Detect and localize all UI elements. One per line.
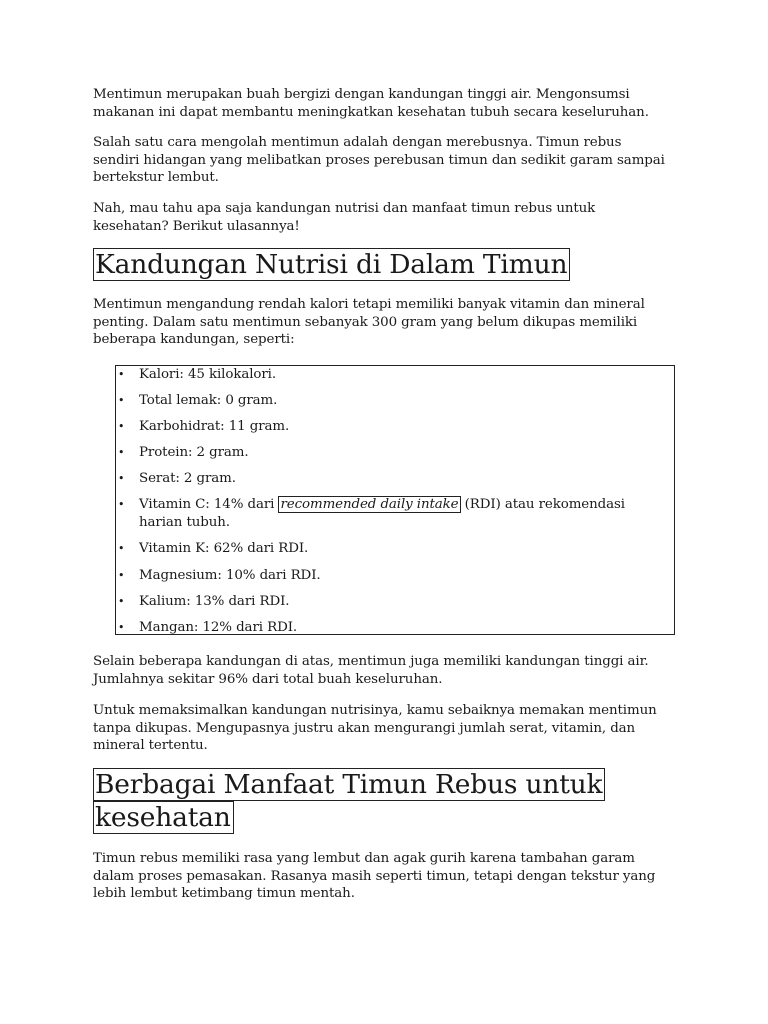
bullet-icon: • xyxy=(118,394,125,407)
nutrient-vitamin-k: Vitamin K: 62% dari RDI. xyxy=(139,541,309,556)
list-item xyxy=(118,619,649,637)
nutrient-list-box xyxy=(115,365,675,635)
paragraph-manfaat-intro: Timun rebus memiliki rasa yang lembut dan agak gurih karena tambahan garam dalam proses pemasakan. Rasanya masih seperti timun, tetapi dengan tekstur yang lebih lembut ketimbang timun mentah. xyxy=(93,851,656,902)
nutrient-kalori: Kalori: 45 kilokalori. xyxy=(139,367,277,382)
rdi-term: recommended daily intake xyxy=(280,497,459,512)
paragraph-intro-2: Salah satu cara mengolah mentimun adalah dengan merebusnya. Timun rebus sendiri hidangan yang melibatkan proses perebusan timun dan sedikit garam sampai bertekstur lembut. xyxy=(93,135,665,186)
nutrient-lemak: Total lemak: 0 gram. xyxy=(139,393,278,408)
nutrient-serat: Serat: 2 gram. xyxy=(139,471,236,486)
bullet-icon: • xyxy=(118,498,125,511)
heading-manfaat xyxy=(93,768,653,834)
paragraph-nutrisi-intro: Mentimun mengandung rendah kalori tetapi memiliki banyak vitamin dan mineral penting. Dalam satu mentimun sebanyak 300 gram yang belum dikupas memiliki beberapa kandungan, seperti: xyxy=(93,297,645,348)
paragraph-after-list-1: Selain beberapa kandungan di atas, mentimun juga memiliki kandungan tinggi air. Jumlahnya sekitar 96% dari total buah keseluruhan. xyxy=(93,654,649,687)
nutrient-vitamin-c-suffix: (RDI) atau rekomendasi harian tubuh. xyxy=(139,497,625,530)
nutrient-mangan: Mangan: 12% dari RDI. xyxy=(139,620,298,635)
bullet-icon: • xyxy=(118,472,125,485)
paragraph-intro-3: Nah, mau tahu apa saja kandungan nutrisi dan manfaat timun rebus untuk kesehatan? Berikut ulasannya! xyxy=(93,201,596,234)
bullet-icon: • xyxy=(118,542,125,555)
list-item xyxy=(118,567,649,585)
paragraph-intro-1: Mentimun merupakan buah bergizi dengan kandungan tinggi air. Mengonsumsi makanan ini dapat membantu meningkatkan kesehatan tubuh secara keseluruhan. xyxy=(93,87,649,120)
nutrient-vitamin-c-prefix: Vitamin C: 14% dari xyxy=(139,497,279,512)
heading-manfaat-text: Berbagai Manfaat Timun Rebus untuk kesehatan xyxy=(93,768,605,834)
nutrient-karbohidrat: Karbohidrat: 11 gram. xyxy=(139,419,290,434)
list-item xyxy=(118,496,659,531)
list-item xyxy=(118,366,649,384)
list-item xyxy=(118,470,649,488)
list-item xyxy=(118,418,649,436)
nutrient-magnesium: Magnesium: 10% dari RDI. xyxy=(139,568,321,583)
list-item xyxy=(118,392,649,410)
bullet-icon: • xyxy=(118,595,125,608)
list-item xyxy=(118,540,649,558)
list-item xyxy=(118,444,649,462)
nutrient-protein: Protein: 2 gram. xyxy=(139,445,249,460)
bullet-icon: • xyxy=(118,446,125,459)
bullet-icon: • xyxy=(118,621,125,634)
heading-nutrisi-text: Kandungan Nutrisi di Dalam Timun xyxy=(93,248,570,281)
bullet-icon: • xyxy=(118,569,125,582)
heading-nutrisi xyxy=(93,248,693,281)
nutrient-kalium: Kalium: 13% dari RDI. xyxy=(139,594,290,609)
paragraph-after-list-2: Untuk memaksimalkan kandungan nutrisinya, kamu sebaiknya memakan mentimun tanpa dikupas. Mengupasnya justru akan mengurangi jumlah serat, vitamin, dan mineral tertentu. xyxy=(93,703,657,754)
bullet-icon: • xyxy=(118,420,125,433)
list-item xyxy=(118,593,649,611)
bullet-icon: • xyxy=(118,368,125,381)
